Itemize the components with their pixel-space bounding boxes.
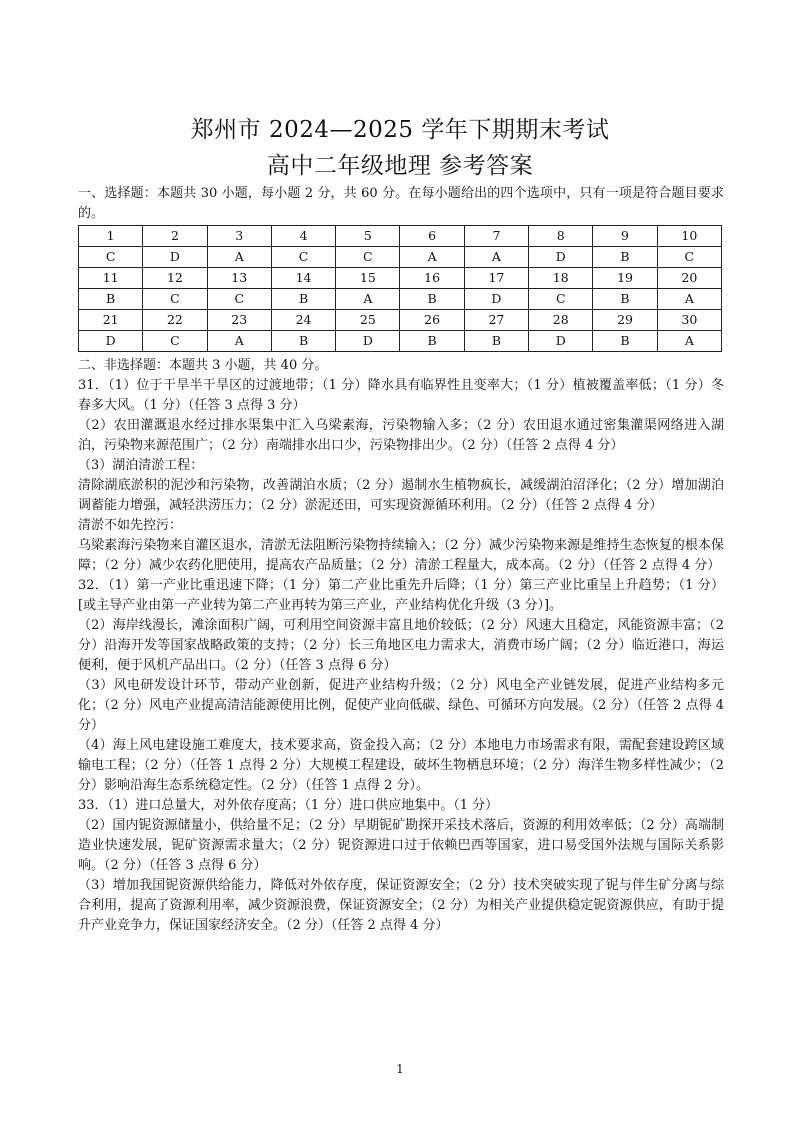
answer-cell: A xyxy=(207,331,271,352)
question-number-cell: 19 xyxy=(593,268,657,289)
question-number-cell: 30 xyxy=(657,310,721,331)
question-number-row xyxy=(79,268,722,289)
question-number-cell: 9 xyxy=(593,226,657,247)
answer-paragraph: （4）海上风电建设施工难度大，技术要求高，资金投入高；（2 分）本地电力市场需求有限，需配套建设跨区域输电工程；（2 分）（任答 1 点得 2 分）大规模工程建设，破坏生物栖息环境；（2 分）海洋生物多样性减少；（2 分）影响沿海生态系统稳定性。（2 分）（任答 1 点得 2 分）。 xyxy=(78,738,724,793)
question-number-cell: 17 xyxy=(464,268,528,289)
answer-cell: C xyxy=(79,247,143,268)
question-number-cell: 8 xyxy=(529,226,593,247)
answer-paragraph: 32．（1）第一产业比重迅速下降；（1 分）第二产业比重先升后降；（1 分）第三产业比重呈上升趋势；（1 分）[或主导产业由第一产业转为第二产业再转为第三产业，产业结构优化升级（3 分）]。 xyxy=(78,578,724,613)
answer-cell: B xyxy=(593,331,657,352)
answer-cell: C xyxy=(207,289,271,310)
answer-row xyxy=(79,289,722,310)
answer-cell: D xyxy=(529,247,593,268)
answer-paragraph: （3）风电研发设计环节，带动产业创新，促进产业结构升级；（2 分）风电全产业链发展，促进产业结构多元化；（2 分）风电产业提高清洁能源使用比例，促使产业向低碳、绿色、可循环方向发展。（2 分）（任答 2 点得 4 分） xyxy=(78,678,724,733)
question-number-cell: 3 xyxy=(207,226,271,247)
question-number-cell: 27 xyxy=(464,310,528,331)
answer-cell: B xyxy=(593,289,657,310)
answer-paragraph: （3）增加我国铌资源供给能力，降低对外依存度，保证资源安全；（2 分）技术突破实现了铌与伴生矿分离与综合利用，提高了资源利用率，减少资源浪费，保证资源安全；（2 分）为相关产业提供稳定铌资源供应，有助于提升产业竞争力，保证国家经济安全。（2 分）（任答 2 点得 4 分） xyxy=(78,878,724,933)
question-number-cell: 24 xyxy=(271,310,335,331)
question-number-cell: 29 xyxy=(593,310,657,331)
question-number-cell: 18 xyxy=(529,268,593,289)
answer-table xyxy=(78,225,722,352)
answer-paragraph: （2）国内铌资源储量小，供给量不足；（2 分）早期铌矿勘探开采技术落后，资源的利用效率低；（2 分）高端制造业快速发展，铌矿资源需求量大；（2 分）铌资源进口过于依赖巴西等国家，进口易受国外法规与国际关系影响。（2 分）（任答 3 点得 6 分） xyxy=(78,818,724,873)
section2-intro: 二、非选择题：本题共 3 小题，共 40 分。 xyxy=(78,358,328,373)
answer-paragraph: （3）湖泊清淤工程： xyxy=(78,458,204,473)
answer-cell: B xyxy=(400,331,464,352)
page-number: 1 xyxy=(396,1062,404,1076)
question-number-cell: 16 xyxy=(400,268,464,289)
answer-cell: C xyxy=(336,247,400,268)
question-number-cell: 7 xyxy=(464,226,528,247)
answer-cell: D xyxy=(529,331,593,352)
question-number-row xyxy=(79,310,722,331)
section1-intro: 一、选择题：本题共 30 小题，每小题 2 分，共 60 分。在每小题给出的四个选项中，只有一项是符合题目要求的。 xyxy=(78,186,724,221)
question-number-cell: 22 xyxy=(143,310,207,331)
answer-cell: B xyxy=(400,289,464,310)
answer-cell: D xyxy=(336,331,400,352)
answer-cell: D xyxy=(143,247,207,268)
answer-row xyxy=(79,247,722,268)
answer-cell: C xyxy=(271,247,335,268)
answer-cell: A xyxy=(400,247,464,268)
answer-paragraph: 乌梁素海污染物来自灌区退水，清淤无法阻断污染物持续输入；（2 分）减少污染物来源是维持生态恢复的根本保障；（2 分）减少农药化肥使用，提高农产品质量；（2 分）清淤工程量大，成本高。（2 分）（任答 2 点得 4 分） xyxy=(78,538,724,573)
answer-paragraph: 清除湖底淤积的泥沙和污染物，改善湖泊水质；（2 分）遏制水生植物疯长，减缓湖泊沼泽化；（2 分）增加湖泊调蓄能力增强，减轻洪涝压力；（2 分）淤泥还田，可实现资源循环利用。（2 分）（任答 2 点得 4 分） xyxy=(78,478,724,513)
page-subtitle: 高中二年级地理 参考答案 xyxy=(266,153,534,179)
answer-cell: C xyxy=(143,331,207,352)
page-title: 郑州市 2024—2025 学年下期期末考试 xyxy=(190,117,610,143)
answer-paragraph: 清淤不如先控污： xyxy=(78,518,183,533)
answer-cell: B xyxy=(593,247,657,268)
question-number-cell: 21 xyxy=(79,310,143,331)
answer-cell: A xyxy=(207,247,271,268)
question-number-cell: 2 xyxy=(143,226,207,247)
answer-cell: C xyxy=(529,289,593,310)
answers-block xyxy=(78,356,724,936)
answer-paragraph: （2）海岸线漫长，滩涂面积广阔，可利用空间资源丰富且地价较低；（2 分）风速大且稳定，风能资源丰富；（2 分）沿海开发等国家战略政策的支持；（2 分）长三角地区电力需求大，消费市场广阔；（2 分）临近港口，海运便利，便于风机产品出口。（2 分）（任答 3 点得 6 分） xyxy=(78,618,724,673)
question-number-cell: 25 xyxy=(336,310,400,331)
answer-cell: D xyxy=(464,289,528,310)
question-number-cell: 26 xyxy=(400,310,464,331)
answer-row xyxy=(79,331,722,352)
answer-cell: B xyxy=(271,331,335,352)
answer-cell: B xyxy=(79,289,143,310)
question-number-cell: 20 xyxy=(657,268,721,289)
question-number-cell: 12 xyxy=(143,268,207,289)
question-number-cell: 28 xyxy=(529,310,593,331)
answer-cell: C xyxy=(657,247,721,268)
question-number-cell: 4 xyxy=(271,226,335,247)
answer-cell: A xyxy=(464,247,528,268)
answer-cell: A xyxy=(336,289,400,310)
question-number-cell: 14 xyxy=(271,268,335,289)
answer-paragraph: 33．（1）进口总量大，对外依存度高；（1 分）进口供应地集中。（1 分） xyxy=(78,798,499,813)
question-number-cell: 5 xyxy=(336,226,400,247)
question-number-cell: 10 xyxy=(657,226,721,247)
question-number-cell: 15 xyxy=(336,268,400,289)
question-number-cell: 6 xyxy=(400,226,464,247)
question-number-row xyxy=(79,226,722,247)
answer-paragraph: （2）农田灌溉退水经过排水渠集中汇入乌梁素海，污染物输入多；（2 分）农田退水通过密集灌渠网络进入湖泊，污染物来源范围广；（2 分）南端排水出口少，污染物排出少。（2 分）（任答 2 点得 4 分） xyxy=(78,418,724,453)
answer-cell: B xyxy=(464,331,528,352)
answer-cell: A xyxy=(657,289,721,310)
question-number-cell: 11 xyxy=(79,268,143,289)
answer-cell: C xyxy=(143,289,207,310)
question-number-cell: 1 xyxy=(79,226,143,247)
answer-cell: B xyxy=(271,289,335,310)
answer-paragraph: 31．（1）位于干旱半干旱区的过渡地带；（1 分）降水具有临界性且变率大；（1 分）植被覆盖率低；（1 分）冬春多大风。（1 分）（任答 3 点得 3 分） xyxy=(78,378,724,413)
question-number-cell: 23 xyxy=(207,310,271,331)
question-number-cell: 13 xyxy=(207,268,271,289)
answer-cell: A xyxy=(657,331,721,352)
answer-cell: D xyxy=(79,331,143,352)
